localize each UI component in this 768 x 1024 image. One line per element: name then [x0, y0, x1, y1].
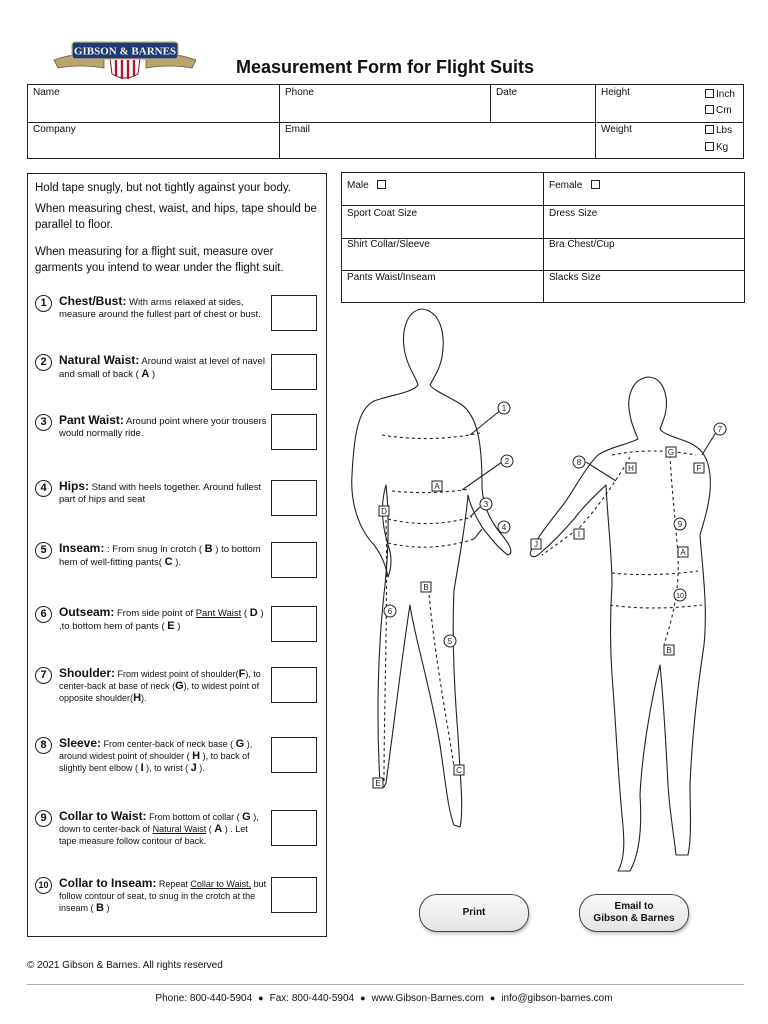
- instruction-3: When measuring for a flight suit, measure over garments you intend to wear under the flight suit.: [35, 246, 284, 274]
- svg-text:7: 7: [717, 425, 723, 434]
- shoulder-input-box[interactable]: [271, 667, 317, 703]
- sleeve-input-box[interactable]: [271, 737, 317, 773]
- svg-text:A: A: [680, 548, 686, 557]
- instruction-2: When measuring chest, waist, and hips, tape should be parallel to floor.: [35, 203, 317, 231]
- kg-checkbox[interactable]: [705, 142, 714, 151]
- diagram-letter-A-front: [432, 481, 442, 491]
- measurement-collar-to-inseam: [35, 877, 325, 921]
- svg-text:5: 5: [447, 637, 453, 646]
- front-inseam-line: [428, 583, 454, 767]
- svg-text:B: B: [666, 646, 672, 655]
- fax-text: Fax: 800-440-5904: [269, 993, 355, 1004]
- step-number: 3: [35, 414, 52, 431]
- phone-field[interactable]: Phone: [285, 87, 314, 98]
- measurement-text: Inseam: : From snug in crotch ( B ) to bottom hem of well-fitting pants( C ).: [59, 541, 261, 568]
- footer-divider: [27, 984, 744, 985]
- diagram-number-8: [573, 456, 585, 468]
- company-field[interactable]: Company: [33, 124, 76, 135]
- lbs-label: Lbs: [716, 125, 733, 136]
- svg-text:3: 3: [483, 500, 489, 509]
- diagram-letter-B-front: [421, 582, 431, 592]
- step-number: 5: [35, 542, 52, 559]
- name-field[interactable]: Name: [33, 87, 60, 98]
- contact-info: Phone: 800-440-5904 ● Fax: 800-440-5904 ● www.Gibson-Barnes.com ● info@gibson-barnes.com: [155, 993, 613, 1004]
- diagram-number-9: [674, 518, 686, 530]
- step-number: 6: [35, 606, 52, 623]
- diagram-letter-E: [373, 778, 383, 788]
- step-number: 10: [35, 877, 52, 894]
- diagram-letter-H: [626, 463, 636, 473]
- shirt-collar-sleeve-field[interactable]: Shirt Collar/Sleeve: [347, 239, 430, 250]
- email-button-line2: Gibson & Barnes: [593, 913, 675, 924]
- female-label: Female: [549, 180, 583, 191]
- diagram-letter-J: [531, 539, 541, 549]
- diagram-letter-F: [694, 463, 704, 473]
- kg-label: Kg: [716, 142, 729, 153]
- svg-text:2: 2: [504, 457, 510, 466]
- measurement-text: Sleeve: From center-back of neck base ( G ), around widest point of shoulder ( H ), to back of slightly bent elbow ( I ), to wrist ( J ).: [59, 736, 253, 774]
- male-checkbox[interactable]: [377, 180, 386, 189]
- step-number: 2: [35, 354, 52, 371]
- diagram-letter-D: [379, 506, 389, 516]
- female-option[interactable]: [544, 180, 607, 191]
- measurement-shoulder: [35, 667, 325, 711]
- measurement-text: Natural Waist: Around waist at level of navel and small of back ( A ): [59, 353, 265, 380]
- phone-text: Phone: 800-440-5904: [155, 993, 253, 1004]
- back-collar-to-waist-line: [670, 455, 678, 555]
- inseam-input-box[interactable]: [271, 542, 317, 578]
- print-button[interactable]: Print: [419, 894, 529, 932]
- height-field[interactable]: Height: [601, 87, 630, 98]
- cm-option[interactable]: [705, 105, 732, 116]
- diagram-number-1: [498, 402, 510, 414]
- front-waist-line: [392, 489, 470, 493]
- male-label: Male: [347, 180, 369, 191]
- svg-text:8: 8: [576, 458, 582, 467]
- outseam-input-box[interactable]: [271, 606, 317, 642]
- diagram-number-3: [480, 498, 492, 510]
- svg-text:GIBSON & BARNES: GIBSON & BARNES: [73, 45, 177, 58]
- diagram-letter-B-back: [664, 645, 674, 655]
- measurement-outseam: [35, 606, 325, 650]
- back-shoulder-line: [612, 451, 696, 455]
- measurement-instructions-panel: [27, 173, 327, 937]
- step-number: 4: [35, 480, 52, 497]
- measurement-text: Collar to Waist: From bottom of collar ( G ), down to center-back of Natural Waist ( A ) . Let tape measure follow contour of back.: [59, 809, 259, 846]
- diagram-number-10: [674, 589, 686, 601]
- pant-waist-input-box[interactable]: [271, 414, 317, 450]
- customer-info-table: [27, 84, 744, 159]
- collar-to-waist-input-box[interactable]: [271, 810, 317, 846]
- diagram-number-2: [501, 455, 513, 467]
- step-number: 1: [35, 295, 52, 312]
- diagram-number-7: [714, 423, 726, 435]
- step-number: 8: [35, 737, 52, 754]
- step-number: 7: [35, 667, 52, 684]
- cm-checkbox[interactable]: [705, 105, 714, 114]
- measurement-natural-waist: [35, 354, 325, 398]
- diagram-letter-C: [454, 765, 464, 775]
- sport-coat-size-field[interactable]: Sport Coat Size: [347, 208, 418, 219]
- svg-text:6: 6: [387, 607, 393, 616]
- svg-text:10: 10: [676, 593, 684, 600]
- slacks-size-field[interactable]: Slacks Size: [549, 272, 601, 283]
- measurement-text: Outseam: From side point of Pant Waist ( D ) ,to bottom hem of pants ( E ): [59, 605, 264, 632]
- front-figure-outline: [352, 309, 511, 827]
- page-title: Measurement Form for Flight Suits: [236, 57, 535, 77]
- front-pant-waist-line: [388, 517, 472, 524]
- measurement-chest: [35, 295, 325, 339]
- measurement-text: Collar to Inseam: Repeat Collar to Waist, but follow contour of seat, to snug in the crotch at the inseam ( B ): [59, 876, 267, 914]
- back-waist-line: [612, 571, 698, 575]
- measurement-text: Chest/Bust: With arms relaxed at sides, measure around the fullest part of chest or bust.: [59, 294, 261, 320]
- pants-waist-inseam-field[interactable]: Pants Waist/Inseam: [347, 272, 436, 283]
- svg-text:H: H: [628, 464, 634, 473]
- email-link[interactable]: info@gibson-barnes.com: [501, 993, 613, 1004]
- inch-checkbox[interactable]: [705, 89, 714, 98]
- measurement-text: Shoulder: From widest point of shoulder(F), to center-back at base of neck (G), to widest point of opposite shoulder(H).: [59, 666, 261, 704]
- back-hip-line: [610, 605, 702, 608]
- svg-text:J: J: [534, 540, 538, 549]
- lbs-checkbox[interactable]: [705, 125, 714, 134]
- garment-sizes-table: [341, 172, 745, 303]
- svg-text:A: A: [434, 482, 440, 491]
- svg-text:I: I: [577, 530, 581, 539]
- cm-label: Cm: [716, 105, 732, 116]
- svg-text:4: 4: [501, 523, 507, 532]
- svg-text:9: 9: [677, 520, 683, 529]
- diagram-number-5: [444, 635, 456, 647]
- lbs-option[interactable]: [705, 125, 732, 136]
- diagram-letter-I: [574, 529, 584, 539]
- svg-text:B: B: [423, 583, 429, 592]
- svg-text:1: 1: [501, 404, 507, 413]
- body-measurement-diagram: [330, 305, 760, 885]
- measurement-hips: [35, 480, 325, 524]
- step-number: 9: [35, 810, 52, 827]
- male-option[interactable]: [342, 180, 393, 191]
- measurement-pant-waist: [35, 414, 325, 458]
- collar-to-inseam-input-box[interactable]: [271, 877, 317, 913]
- dress-size-field[interactable]: Dress Size: [549, 208, 598, 219]
- email-field[interactable]: Email: [285, 124, 311, 135]
- front-chest-line: [382, 433, 480, 439]
- svg-text:G: G: [667, 448, 675, 457]
- weight-field[interactable]: Weight: [601, 124, 632, 135]
- measurement-inseam: [35, 542, 325, 586]
- inch-label: Inch: [716, 89, 735, 100]
- measurement-collar-to-waist: [35, 810, 325, 854]
- chest-input-box[interactable]: [271, 295, 317, 331]
- natural-waist-input-box[interactable]: [271, 354, 317, 390]
- kg-option[interactable]: [705, 142, 728, 153]
- svg-text:D: D: [381, 507, 387, 516]
- measurement-text: Hips: Stand with heels together. Around fullest part of hips and seat: [59, 479, 262, 505]
- female-checkbox[interactable]: [591, 180, 600, 189]
- website-link[interactable]: www.Gibson-Barnes.com: [371, 993, 484, 1004]
- svg-text:F: F: [696, 464, 702, 473]
- gibson-barnes-logo: [52, 38, 198, 82]
- measurement-sleeve: [35, 737, 325, 781]
- bra-chest-cup-field[interactable]: Bra Chest/Cup: [549, 239, 615, 250]
- email-button[interactable]: [579, 894, 689, 932]
- diagram-number-4: [498, 521, 510, 533]
- front-outseam-line: [384, 520, 387, 783]
- hips-input-box[interactable]: [271, 480, 317, 516]
- svg-text:C: C: [456, 766, 462, 775]
- diagram-letter-G: [666, 447, 676, 457]
- diagram-number-6: [384, 605, 396, 617]
- diagram-letter-A-back: [678, 547, 688, 557]
- inch-option[interactable]: [705, 89, 735, 100]
- back-figure-outline: [530, 377, 710, 871]
- email-button-line1: Email to: [614, 901, 654, 912]
- date-field[interactable]: Date: [496, 87, 518, 98]
- copyright-text: © 2021 Gibson & Barnes. All rights reserved: [27, 960, 223, 971]
- svg-text:E: E: [375, 779, 381, 788]
- measurement-text: Pant Waist: Around point where your trousers would normally ride.: [59, 413, 267, 439]
- back-sleeve-line: [542, 457, 630, 555]
- instruction-1: Hold tape snugly, but not tightly against your body.: [35, 182, 291, 194]
